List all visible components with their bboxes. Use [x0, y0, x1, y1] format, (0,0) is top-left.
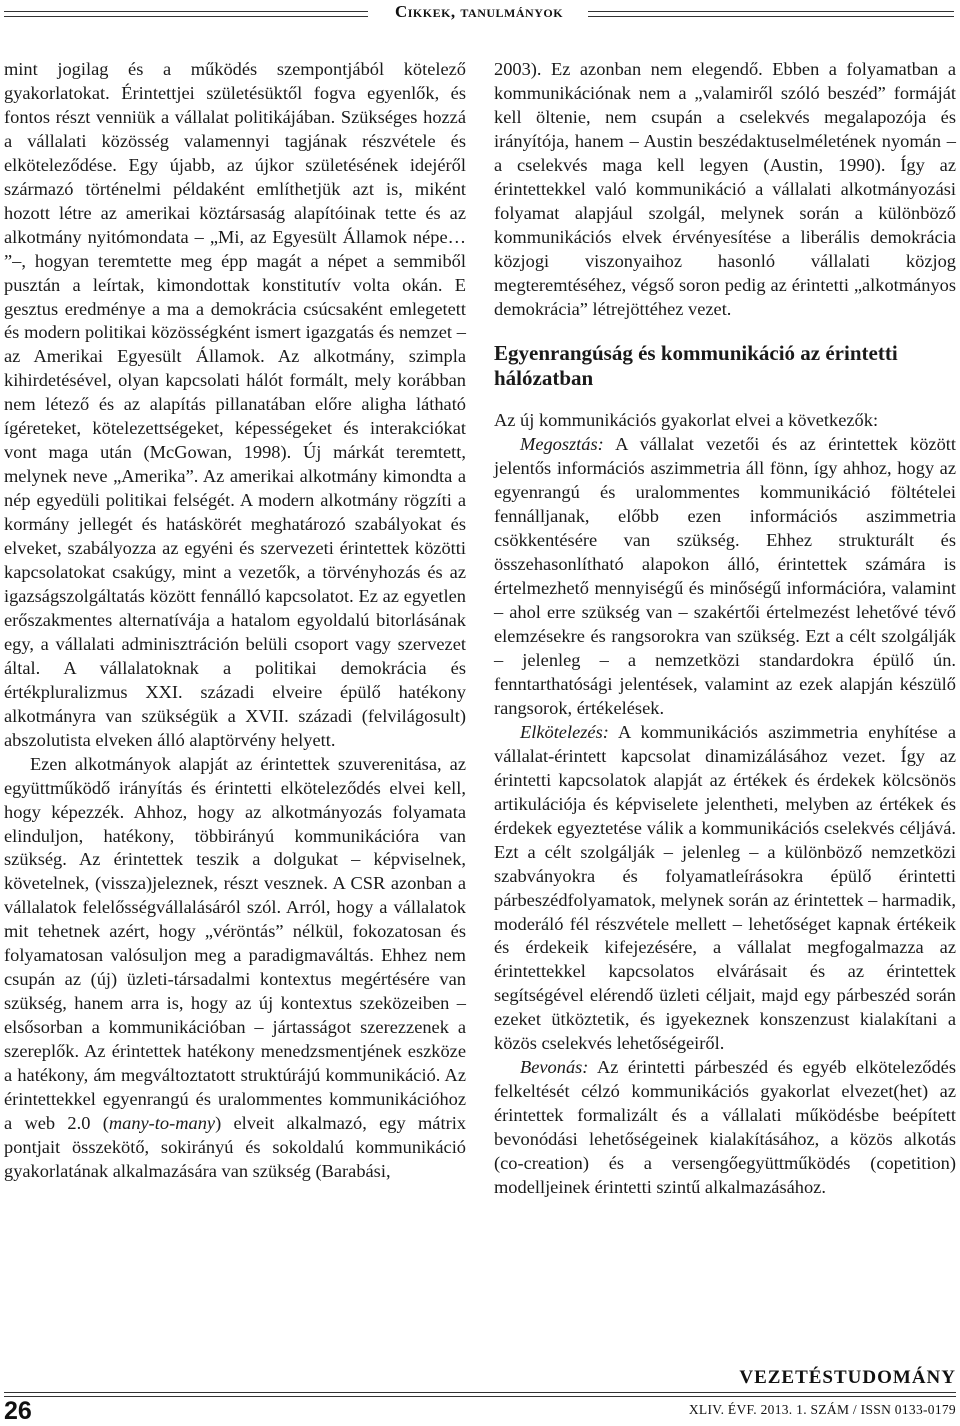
- right-column: [494, 58, 956, 1200]
- journal-name: VEZETÉSTUDOMÁNY: [739, 1367, 956, 1388]
- principle-text: A kommunikációs aszimmetria enyhítése a vállalat-érintett kapcsolat dinamizálásához vezet. Így az érintetti kapcsolatok alapját az értékek és érdekek kölcsönös artikulációja és képviselete jelentheti, melyben az értékek és érdekek egyeztetése válik a kommunikációs cselekvés céljává. Ezt a célt szolgálják – jelenleg – a különböző nemzetközi szabványokra és folyamatleírásokra épülő érintetti párbeszédfolyamatok, melynek során az érintettek – harmadik, moderáló fél részvétele mellett – lehetőséget kapnak értékeik és érdekeik kifejezésére, a vállalat megfogalmazza az érintettekkel kapcsolatos elvárásait és az érintettek segítségével elérendő üzleti céljait, majd egy párbeszéd során ezeket ütköztetik, és igyekeznek konszenzust kialakítani a közös cselekvés lehetőségeiről.: [494, 721, 956, 1054]
- principle-paragraph-sharing: [494, 433, 956, 720]
- page-number: 26: [4, 1397, 32, 1425]
- principle-term: Bevonás:: [520, 1057, 589, 1078]
- principle-term: Elkötelezés:: [520, 721, 609, 742]
- intro-paragraph: Az új kommunikációs gyakorlat elvei a következők:: [494, 410, 879, 431]
- paragraph-text: ) elveit alkalmazó, egy mátrix pontjait összekötő, sokirányú és sokoldalú kommunikáció gyakorlatának alkalmazására van szükség (Barabási,: [4, 1112, 466, 1181]
- principle-text: Az érintetti párbeszéd és egyéb elköteleződés felkeltését célzó kommunikációs gyakorlat elvezet(het) az érintettek formalizált és a vállalati működésbe beépített bevonódási lehetőségeinek kialakításához, a közös alkotás (co-creation) és a versengőegyüttműködés (copetition) modelljeinek érintetti szintű alkalmazásához.: [494, 1057, 956, 1197]
- section-heading: Egyenrangúság és kommunikáció az érintetti hálózatban: [494, 341, 898, 391]
- principle-paragraph-commitment: [494, 721, 956, 1056]
- header-rule-left: [4, 11, 368, 17]
- footer-rule: [4, 1396, 956, 1397]
- principle-term: Megosztás:: [520, 434, 604, 455]
- section-title: Cikkek, tanulmányok: [394, 2, 564, 21]
- issue-info: XLIV. ÉVF. 2013. 1. SZÁM / ISSN 0133-0179: [688, 1402, 956, 1417]
- italic-term: many-to-many: [108, 1112, 216, 1133]
- paragraph: [4, 753, 466, 1184]
- header-rule-right: [588, 11, 954, 17]
- principle-paragraph-involvement: [494, 1056, 956, 1200]
- paragraph: mint jogilag és a működés szempontjából kötelező gyakorlatokat. Érintettjei születésüktől fogva egyenlők, és fontos részt venniük a vállalat politikájában. Szükséges hozzá a vállalati közösség valamennyi tagjának részvétele és elköteleződése. Egy újabb, az újkor születésének idejéről származó történelmi példaként említhetjük azt is, miként hozott létre az amerikai köztársaság alapítóinak tette és az alkotmány nyitómondata – „Mi, az Egyesült Államok népe… ”–, hogyan teremtette meg épp magát a népet a semmiből pusztán a leírtak, kimondottak konstitutív volta okán. E gesztus eredménye a ma a demokrácia csúcsaként emlegetett és modern politikai közösségként ismert igazgatás és nemzet – az Amerikai Egyesült Államok. Az alkotmány, szimpla kihirdetésével, olyan kapcsolati hálót formált, mely korábban nem létező és az alapítás pillanatában előre aligha látható ígéreteket, kötelezettségeket, képességeket és interakciókat vont maga után (McGowan, 1998). Új márkát teremtett, melynek neve „Amerika”. Az amerikai alkotmány kimondta a nép egyedüli politikai felségét. A modern alkotmány rögzíti a kormány jellegét és hatáskörét meghatározó szabályokat és elveket, szabályozza az egyéni és szervezeti érintettek közötti kapcsolatokat csakúgy, mint a vezetők, a törvényhozás és az igazságszolgáltatás között fennálló kapcsolatot. Ez az egyetlen erőszakmentes alternatívája a hatalom egyoldalú bitorlásának egy, a vállalati adminisztráción belüli csoport vagy szervezet által. A vállalatoknak a politikai demokrácia és értékpluralizmus XXI. századi elveire épülő hatékony alkotmányra van szükségük a XVII. századi (felvilágosult) abszolutista elveken álló alaptörvény helyett.: [4, 59, 466, 750]
- footer-rule: [4, 1392, 956, 1393]
- left-column: [4, 58, 466, 1184]
- paragraph: 2003). Ez azonban nem elegendő. Ebben a folyamatban a kommunikációnak nem a „valamiről szóló beszéd” formáját kell öltenie, nem csupán a cselekvés megalapozója és irányítója, hanem – Austin beszédaktuselméletének nyomán – a cselekvés maga kell legyen (Austin, 1990). Így az érintettekkel való kommunikáció a vállalati alkotmányozási folyamat alapjául szolgál, melynek során a különböző kommunikációs elvek érvényesítése a liberális demokrácia közjogi viszonyaihoz hasonló vállalati közjog megteremtéséhez, végső soron pedig az érintetti „alkotmányos demokrácia” létrejöttéhez vezet.: [494, 59, 956, 319]
- principle-text: A vállalat vezetői és az érintettek között jelentős információs aszimmetria áll fönn, így ahhoz, hogy az egyenrangú és uralommentes kommunikáció föltételei fennálljanak, előbb ezen információs aszimmetria csökkentésére van szükség. Ehhez strukturált és összehasonlítható alapokon álló, érintettek számára is értelmezhető mennyiségű és minőségű információra, valamint – ahol erre szükség van – szakértői értelmezést lehetővé tévő elemzésekre és rangsorokra van szükség. Ezt a célt szolgálják – jelenleg – a nemzetközi standardokra épülő ún. fenntarthatósági jelentések, valamint az ezek alapján készülő rangsorok, értékelések.: [494, 434, 956, 718]
- paragraph-text: Ezen alkotmányok alapját az érintettek szuverenitása, az együttműködő irányítás és érintetti elköteleződés elvei kell, hogy képezzék. Ahhoz, hogy az alkotmányozás folyamata elinduljon, hatékony, többirányú kommunikációra van szükség. Az érintettek teszik a dolgukat – képviselnek, követelnek, (vissza)jeleznek, részt vesznek. A CSR azonban a vállalatok felelősségvállalásáról szól. Arról, hogy a vállalatok mit tehetnek azért, hogy „véröntás” nélkül, fokozatosan és folyamatosan valósuljon meg a paradigmaváltás. Ehhez nem csupán az (új) üzleti-társadalmi kontextus megértésére van szükség, hanem arra is, hogy az új kontextus szeközeiben – elsősorban a kommunikációban – jártasságot szerezzenek a szereplők. Az érintettek hatékony menedzsmentjének eszköze a hatékony, ám megváltoztatott struktúrájú kommunikáció. Az érintettekkel egyenrangú és uralommentes kommunikációhoz a web 2.0 (: [4, 753, 466, 1133]
